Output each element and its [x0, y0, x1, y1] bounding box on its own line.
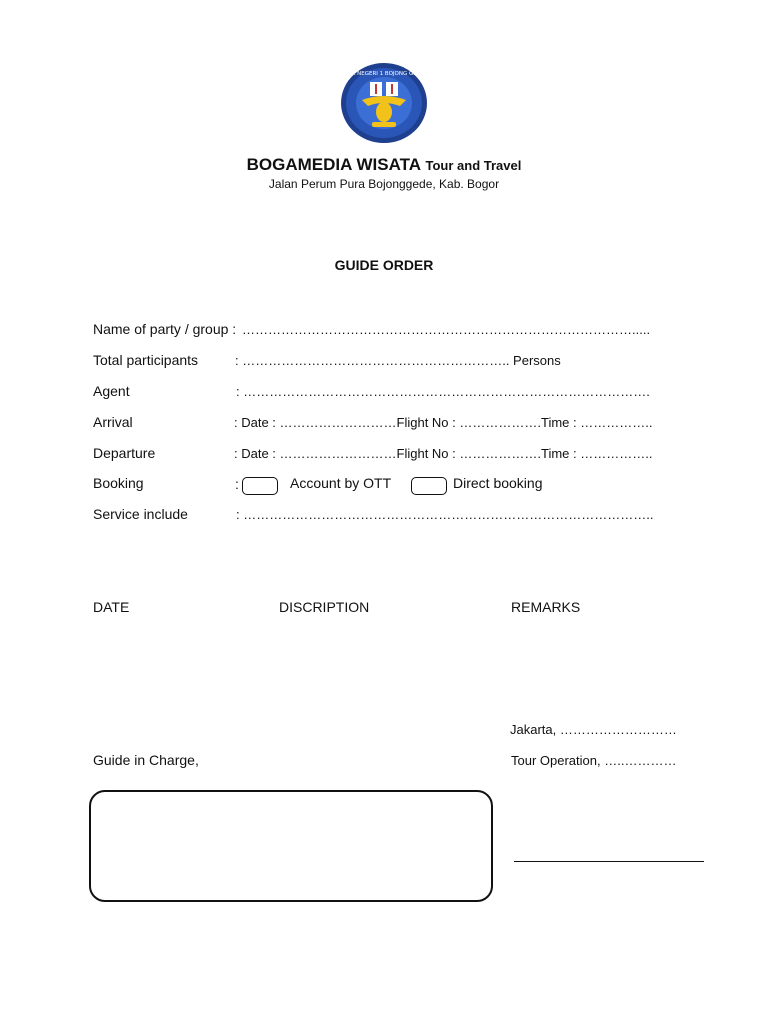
tour-operation-field[interactable]: Tour Operation, …..…………: [511, 753, 677, 768]
date-column-header: DATE: [93, 599, 130, 615]
arrival-label: Arrival: [93, 414, 133, 430]
departure-field[interactable]: : Date : ………………………Flight No : ……………….Time : ……………..: [234, 446, 653, 461]
booking-label: Booking: [93, 475, 144, 491]
party-field[interactable]: ……………………………………………………………………………….....: [242, 322, 651, 337]
company-address: Jalan Perum Pura Bojonggede, Kab. Bogor: [268, 177, 500, 191]
participants-field[interactable]: : …………………………………………………….. Persons: [235, 353, 561, 368]
service-label: Service include: [93, 506, 188, 522]
departure-label: Departure: [93, 445, 156, 461]
agent-field[interactable]: : ………………………………………………………………………………….: [236, 384, 650, 399]
company-heading: [0, 155, 768, 175]
company-name: BOGAMEDIA WISATA: [246, 155, 422, 174]
remarks-column-header: REMARKS: [511, 599, 581, 615]
operation-signature-line: [514, 861, 704, 862]
school-logo: [340, 62, 428, 144]
description-column-header: DISCRIPTION: [279, 599, 370, 615]
account-by-ott-checkbox[interactable]: [242, 477, 278, 495]
guide-signature-box[interactable]: [89, 790, 493, 902]
agent-label: Agent: [93, 383, 130, 399]
account-by-ott-label: Account by OTT: [290, 475, 392, 491]
guide-in-charge-label: Guide in Charge,: [93, 752, 199, 768]
svg-text:SMK NEGERI 1 BOJONG GEDE: SMK NEGERI 1 BOJONG GEDE: [343, 71, 425, 77]
form-title: GUIDE ORDER: [334, 257, 434, 273]
arrival-field[interactable]: : Date : ………………………Flight No : ……………….Time : ……………..: [234, 415, 653, 430]
booking-colon: :: [235, 476, 239, 492]
place-date-field[interactable]: Jakarta, ………………………: [510, 722, 677, 737]
direct-booking-label: Direct booking: [453, 475, 543, 491]
party-label: Name of party / group :: [93, 321, 237, 337]
company-tagline: Tour and Travel: [425, 158, 522, 173]
participants-label: Total participants: [93, 352, 199, 368]
service-field[interactable]: : …………………………………………………………………………………..: [236, 507, 654, 522]
direct-booking-checkbox[interactable]: [411, 477, 447, 495]
